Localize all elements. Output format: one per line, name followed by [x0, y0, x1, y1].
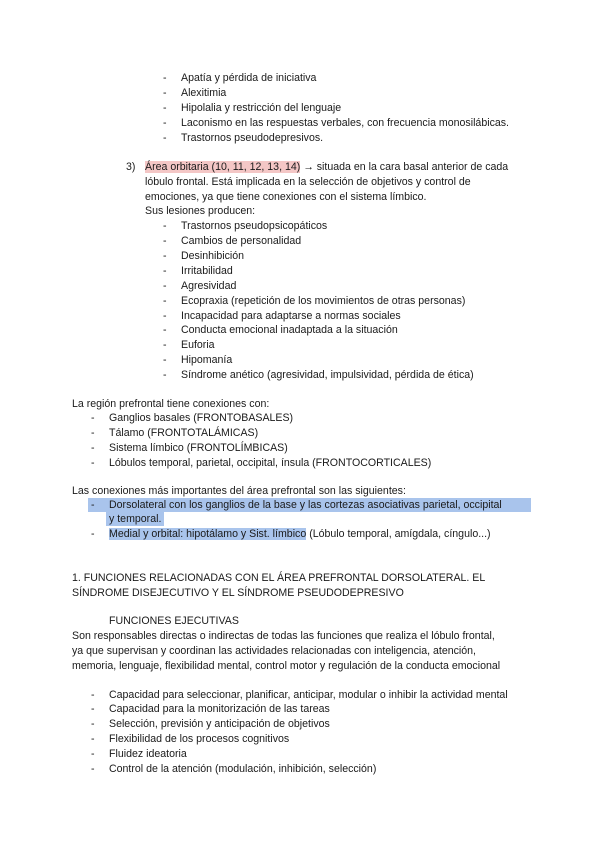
bullet-dash: -: [163, 339, 167, 351]
list-item: Incapacidad para adaptarse a normas sociales: [181, 310, 401, 322]
bullet-dash: -: [91, 689, 95, 701]
bullet-dash: -: [91, 499, 95, 511]
orbital-lesions-intro: Sus lesiones producen:: [145, 205, 256, 217]
bullet-dash: -: [163, 102, 167, 114]
list-item: Conducta emocional inadaptada a la situación: [181, 324, 398, 336]
list-item: Tálamo (FRONTOTALÁMICAS): [109, 427, 259, 439]
bullet-dash: -: [163, 265, 167, 277]
list-item: Hipomanía: [181, 354, 233, 366]
list-item: Apatía y pérdida de iniciativa: [181, 72, 317, 84]
connections-intro: La región prefrontal tiene conexiones con:: [72, 398, 270, 410]
bullet-dash: -: [91, 763, 95, 775]
bullet-dash: -: [91, 442, 95, 454]
list-item: Hipolalia y restricción del lenguaje: [181, 102, 342, 114]
list-item: Laconismo en las respuestas verbales, con frecuencia monosilábicas.: [181, 117, 509, 129]
list-item: Síndrome anético (agresividad, impulsividad, pérdida de ética): [181, 369, 474, 381]
list-item: Trastornos pseudodepresivos.: [181, 132, 324, 144]
bullet-dash: -: [91, 748, 95, 760]
bullet-dash: -: [163, 235, 167, 247]
list-item: Ganglios basales (FRONTOBASALES): [109, 412, 294, 424]
section-orbital-line1: [145, 160, 508, 174]
list-item: Trastornos pseudopsicopáticos: [181, 220, 328, 232]
section-number: 3): [126, 161, 136, 173]
medial-orbital-detail: (Lóbulo temporal, amígdala, cíngulo...): [306, 528, 491, 540]
bullet-dash: -: [91, 528, 95, 540]
orbital-area-highlight: Área orbitaria (10, 11, 12, 13, 14): [145, 161, 301, 173]
list-item: Fluidez ideatoria: [109, 748, 187, 760]
executive-functions-title: FUNCIONES EJECUTIVAS: [109, 615, 239, 627]
bullet-dash: -: [163, 354, 167, 366]
bullet-dash: -: [163, 369, 167, 381]
executive-para-line: memoria, lenguaje, flexibilidad mental, control motor y regulación de la conducta emocional: [72, 660, 501, 672]
bullet-dash: -: [163, 324, 167, 336]
medial-orbital-highlight: Medial y orbital: hipotálamo y Sist. límbico: [109, 528, 307, 540]
dorsolateral-connection-cont: y temporal.: [109, 513, 162, 525]
bullet-dash: -: [91, 733, 95, 745]
list-item: Agresividad: [181, 280, 237, 292]
section-heading-line1: 1. FUNCIONES RELACIONADAS CON EL ÁREA PREFRONTAL DORSOLATERAL. EL: [72, 572, 486, 584]
list-item: Sistema límbico (FRONTOLÍMBICAS): [109, 442, 288, 454]
bullet-dash: -: [163, 220, 167, 232]
bullet-dash: -: [163, 117, 167, 129]
list-item: Irritabilidad: [181, 265, 233, 277]
list-item: Ecopraxia (repetición de los movimientos de otras personas): [181, 295, 466, 307]
bullet-dash: -: [91, 457, 95, 469]
executive-para-line: Son responsables directas o indirectas de todas las funciones que realiza el lóbulo frontal,: [72, 630, 495, 642]
list-item: Control de la atención (modulación, inhibición, selección): [109, 763, 377, 775]
bullet-dash: -: [91, 427, 95, 439]
important-intro: Las conexiones más importantes del área prefrontal son las siguientes:: [72, 485, 406, 497]
dorsolateral-connection: Dorsolateral con los ganglios de la base y las cortezas asociativas parietal, occipital: [109, 499, 502, 511]
orbital-area-description: → situada en la cara basal anterior de cada: [300, 161, 509, 173]
list-item: Capacidad para la monitorización de las tareas: [109, 703, 330, 715]
executive-para-line: ya que supervisan y coordinan las actividades relacionadas con inteligencia, atención,: [72, 645, 476, 657]
list-item: Desinhibición: [181, 250, 245, 262]
bullet-dash: -: [163, 295, 167, 307]
bullet-dash: -: [163, 250, 167, 262]
orbital-line2: lóbulo frontal. Está implicada en la selección de objetivos y control de: [145, 176, 471, 188]
list-item: Euforia: [181, 339, 215, 351]
list-item: Flexibilidad de los procesos cognitivos: [109, 733, 290, 745]
orbital-line3: emociones, ya que tiene conexiones con el sistema límbico.: [145, 191, 427, 203]
bullet-dash: -: [91, 412, 95, 424]
list-item: Capacidad para seleccionar, planificar, anticipar, modular o inhibir la actividad mental: [109, 689, 508, 701]
medial-orbital-connection: [109, 527, 491, 541]
list-item: Cambios de personalidad: [181, 235, 302, 247]
list-item: Lóbulos temporal, parietal, occipital, ínsula (FRONTOCORTICALES): [109, 457, 432, 469]
bullet-dash: -: [163, 280, 167, 292]
bullet-dash: -: [163, 72, 167, 84]
list-item: Alexitimia: [181, 87, 227, 99]
list-item: Selección, previsión y anticipación de objetivos: [109, 718, 330, 730]
bullet-dash: -: [91, 703, 95, 715]
bullet-dash: -: [163, 310, 167, 322]
bullet-dash: -: [163, 87, 167, 99]
bullet-dash: -: [163, 132, 167, 144]
section-heading-line2: SÍNDROME DISEJECUTIVO Y EL SÍNDROME PSEUDODEPRESIVO: [72, 587, 404, 599]
bullet-dash: -: [91, 718, 95, 730]
